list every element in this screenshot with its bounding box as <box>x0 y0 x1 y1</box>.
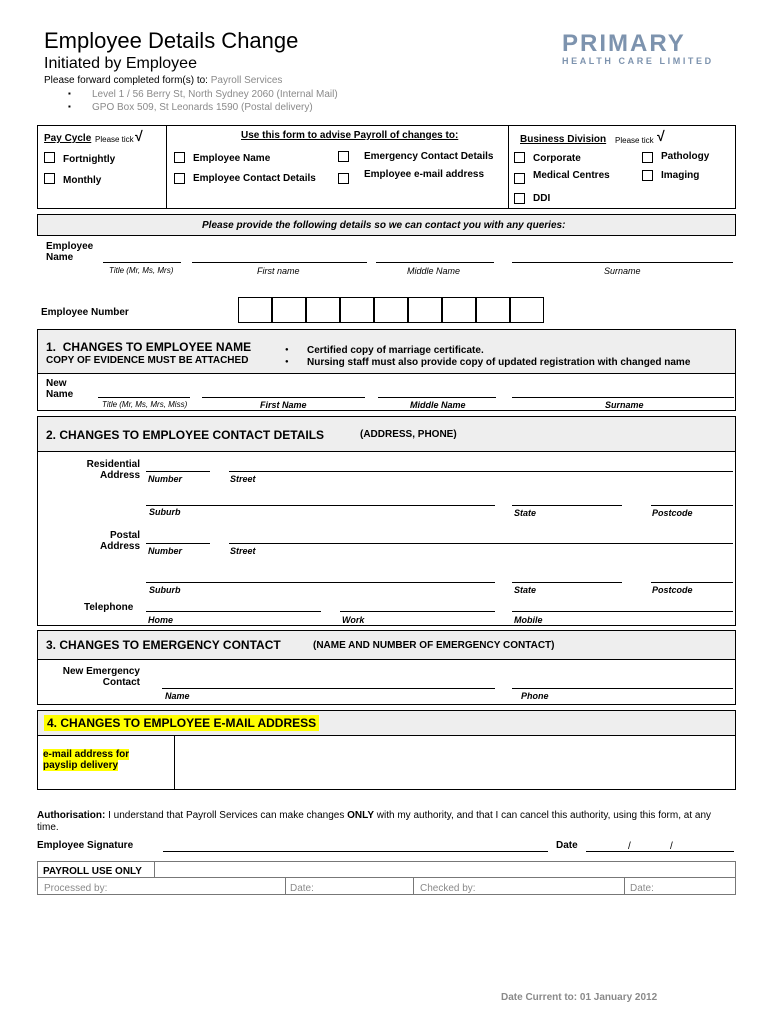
emergency-contact-label <box>40 666 140 688</box>
employee-label: Employee <box>46 241 94 252</box>
surname-input[interactable] <box>512 262 733 263</box>
page-title: Employee Details Change <box>44 28 299 53</box>
new-surname-input[interactable] <box>512 397 734 398</box>
postal-address-label <box>70 530 140 552</box>
checkbox-emergency-contact[interactable] <box>338 151 349 162</box>
checkbox-fortnightly[interactable] <box>44 152 55 163</box>
date-slash: / <box>628 841 631 852</box>
digit-cell <box>340 297 374 323</box>
address-postal: ▪ GPO Box 509, St Leonards 1590 (Postal delivery) <box>92 102 313 113</box>
postal-postcode-input[interactable] <box>651 582 733 583</box>
middle-name-input[interactable] <box>376 262 494 263</box>
checkbox-ddi[interactable] <box>514 193 525 204</box>
payroll-cell-divider <box>413 877 414 895</box>
tick-icon: √ <box>657 128 665 144</box>
tick-icon: √ <box>135 128 143 144</box>
digit-cell <box>306 297 340 323</box>
evidence-note: COPY OF EVIDENCE MUST BE ATTACHED <box>46 355 249 366</box>
first-name-hint: First name <box>257 266 300 276</box>
section-2-heading-note: (ADDRESS, PHONE) <box>360 429 457 440</box>
option-employee-name: Employee Name <box>193 153 271 164</box>
res-street-input[interactable] <box>229 471 733 472</box>
postal-postcode-hint: Postcode <box>652 585 693 595</box>
authorisation-text-3: time. <box>37 822 59 833</box>
forward-label: Please forward completed form(s) to: <box>44 75 208 86</box>
email-label-line-2: payslip delivery <box>43 760 119 771</box>
postal-label: Postal <box>109 530 140 541</box>
bullet-marriage-cert: ● Certified copy of marriage certificate. <box>307 345 484 356</box>
employee-number-label: Employee Number <box>41 307 129 318</box>
name-label: Name <box>46 389 74 400</box>
emergency-phone-hint: Phone <box>521 691 549 701</box>
checkbox-pathology[interactable] <box>642 152 653 163</box>
res-number-hint: Number <box>148 474 183 484</box>
postal-street-hint: Street <box>230 546 256 556</box>
postal-number-input[interactable] <box>146 543 210 544</box>
section-4-divider <box>174 736 175 790</box>
new-emergency-label: New Emergency <box>62 666 140 677</box>
advise-label: Use this form to advise Payroll of changes to: <box>241 130 459 141</box>
mobile-phone-input[interactable] <box>512 611 733 612</box>
signature-date-input[interactable] <box>586 851 734 852</box>
postal-suburb-input[interactable] <box>146 582 495 583</box>
section-1-number: 1. <box>46 340 57 354</box>
postal-suburb-hint: Suburb <box>149 585 181 595</box>
digit-cell <box>476 297 510 323</box>
section-1-title: CHANGES TO EMPLOYEE NAME <box>62 340 252 354</box>
home-phone-hint: Home <box>148 615 174 625</box>
option-emergency-contact: Emergency Contact Details <box>364 151 494 162</box>
authorisation-text-2: with my authority, and that I can cancel this authority, using this form, at any <box>374 810 712 821</box>
section-3-heading: 3. CHANGES TO EMERGENCY CONTACT <box>46 638 281 652</box>
payroll-divider <box>37 877 736 878</box>
company-logo <box>562 30 732 66</box>
forward-target: Payroll Services <box>210 75 283 86</box>
address-label: Address <box>99 541 140 552</box>
new-name-label <box>46 378 73 400</box>
checkbox-medical-centres[interactable] <box>514 173 525 184</box>
division-tick-hint: Please tick <box>615 136 654 145</box>
checkbox-email-address[interactable] <box>338 173 349 184</box>
option-ddi: DDI <box>533 193 551 204</box>
option-pathology: Pathology <box>661 151 710 162</box>
pay-cycle-label: Pay Cycle <box>44 133 92 144</box>
email-label-line-1: e-mail address for <box>43 749 130 760</box>
residential-address-label <box>70 459 140 481</box>
new-middle-name-input[interactable] <box>378 397 496 398</box>
address-internal: ▪ Level 1 / 56 Berry St, North Sydney 2060 (Internal Mail) <box>92 89 338 100</box>
new-title-hint: Title (Mr, Ms, Mrs, Miss) <box>102 400 188 409</box>
digit-cell <box>238 297 272 323</box>
name-label: Name <box>46 252 74 263</box>
options-divider-1 <box>166 125 167 209</box>
address-label: Address <box>99 470 140 481</box>
signature-date-label: Date <box>556 840 578 851</box>
option-monthly: Monthly <box>63 175 102 186</box>
section-2-heading: 2. CHANGES TO EMPLOYEE CONTACT DETAILS <box>46 428 325 442</box>
new-middle-name-hint: Middle Name <box>410 400 466 410</box>
checkbox-contact-details[interactable] <box>174 173 185 184</box>
checkbox-imaging[interactable] <box>642 170 653 181</box>
res-number-input[interactable] <box>146 471 210 472</box>
contact-section-heading: Please provide the following details so we can contact you with any queries: <box>202 220 566 231</box>
res-postcode-input[interactable] <box>651 505 733 506</box>
emergency-name-hint: Name <box>165 691 190 701</box>
digit-cell <box>442 297 476 323</box>
new-title-input[interactable] <box>98 397 190 398</box>
options-divider-2 <box>508 125 509 209</box>
contact-label: Contact <box>102 677 140 688</box>
new-label: New <box>46 378 67 389</box>
employee-name-label <box>46 241 93 263</box>
middle-name-hint: Middle Name <box>407 266 461 276</box>
res-postcode-hint: Postcode <box>652 508 693 518</box>
postal-number-hint: Number <box>148 546 183 556</box>
processed-by-label: Processed by: <box>44 883 108 894</box>
emergency-name-input[interactable] <box>162 688 495 689</box>
postal-state-input[interactable] <box>512 582 622 583</box>
option-imaging: Imaging <box>661 170 700 181</box>
postal-street-input[interactable] <box>229 543 733 544</box>
checkbox-monthly[interactable] <box>44 173 55 184</box>
payroll-cell-divider <box>285 877 286 895</box>
payroll-heading: PAYROLL USE ONLY <box>43 866 142 877</box>
option-medical-centres: Medical Centres <box>533 170 610 181</box>
bullet-nursing-registration: ● Nursing staff must also provide copy of updated registration with changed name <box>307 357 690 368</box>
authorisation-text <box>37 810 737 834</box>
email-input[interactable] <box>176 738 734 788</box>
checkbox-employee-name[interactable] <box>174 152 185 163</box>
logo-name: PRIMARY <box>562 30 686 57</box>
section-4-heading: 4. CHANGES TO EMPLOYEE E-MAIL ADDRESS <box>44 715 319 731</box>
title-input[interactable] <box>103 262 181 263</box>
first-name-input[interactable] <box>192 262 367 263</box>
authorisation-text-1: I understand that Payroll Services can make changes <box>105 810 348 821</box>
forward-instructions <box>44 75 282 86</box>
emergency-phone-input[interactable] <box>512 688 733 689</box>
surname-hint: Surname <box>604 266 641 276</box>
employee-signature-label: Employee Signature <box>37 840 134 851</box>
res-street-hint: Street <box>230 474 256 484</box>
res-state-hint: State <box>514 508 537 518</box>
option-fortnightly: Fortnightly <box>63 154 116 165</box>
digit-cell <box>272 297 306 323</box>
res-state-input[interactable] <box>512 505 622 506</box>
checked-date-label: Date: <box>630 883 654 894</box>
payroll-cell-divider <box>624 877 625 895</box>
authorisation-only: ONLY <box>347 810 374 821</box>
pay-cycle-tick-hint: Please tick <box>95 135 134 144</box>
page-subtitle: Initiated by Employee <box>44 55 197 72</box>
date-slash: / <box>670 841 673 852</box>
processed-date-label: Date: <box>290 883 314 894</box>
res-suburb-hint: Suburb <box>149 507 181 517</box>
digit-cell <box>510 297 544 323</box>
option-email-address: Employee e-mail address <box>364 169 485 180</box>
res-suburb-input[interactable] <box>146 505 495 506</box>
division-label: Business Division <box>520 134 607 145</box>
option-contact-details: Employee Contact Details <box>193 173 316 184</box>
authorisation-lead: Authorisation: <box>37 810 106 821</box>
digit-cell <box>374 297 408 323</box>
work-phone-hint: Work <box>342 615 365 625</box>
employee-number-input[interactable] <box>238 297 544 325</box>
email-label <box>43 749 129 771</box>
new-first-name-input[interactable] <box>202 397 365 398</box>
logo-tagline: HEALTH CARE LIMITED <box>562 56 714 66</box>
employee-signature-input[interactable] <box>163 851 548 852</box>
option-corporate: Corporate <box>533 153 581 164</box>
date-current: Date Current to: 01 January 2012 <box>501 992 658 1003</box>
checkbox-corporate[interactable] <box>514 152 525 163</box>
section-3-heading-note: (NAME AND NUMBER OF EMERGENCY CONTACT) <box>313 640 555 651</box>
new-surname-hint: Surname <box>605 400 644 410</box>
home-phone-input[interactable] <box>146 611 321 612</box>
checked-by-label: Checked by: <box>420 883 476 894</box>
telephone-label: Telephone <box>84 602 134 613</box>
residential-label: Residential <box>86 459 140 470</box>
mobile-phone-hint: Mobile <box>514 615 543 625</box>
title-hint: Title (Mr, Ms, Mrs) <box>109 266 174 275</box>
new-first-name-hint: First Name <box>260 400 307 410</box>
work-phone-input[interactable] <box>340 611 495 612</box>
postal-state-hint: State <box>514 585 537 595</box>
section-1-heading <box>46 340 251 354</box>
digit-cell <box>408 297 442 323</box>
